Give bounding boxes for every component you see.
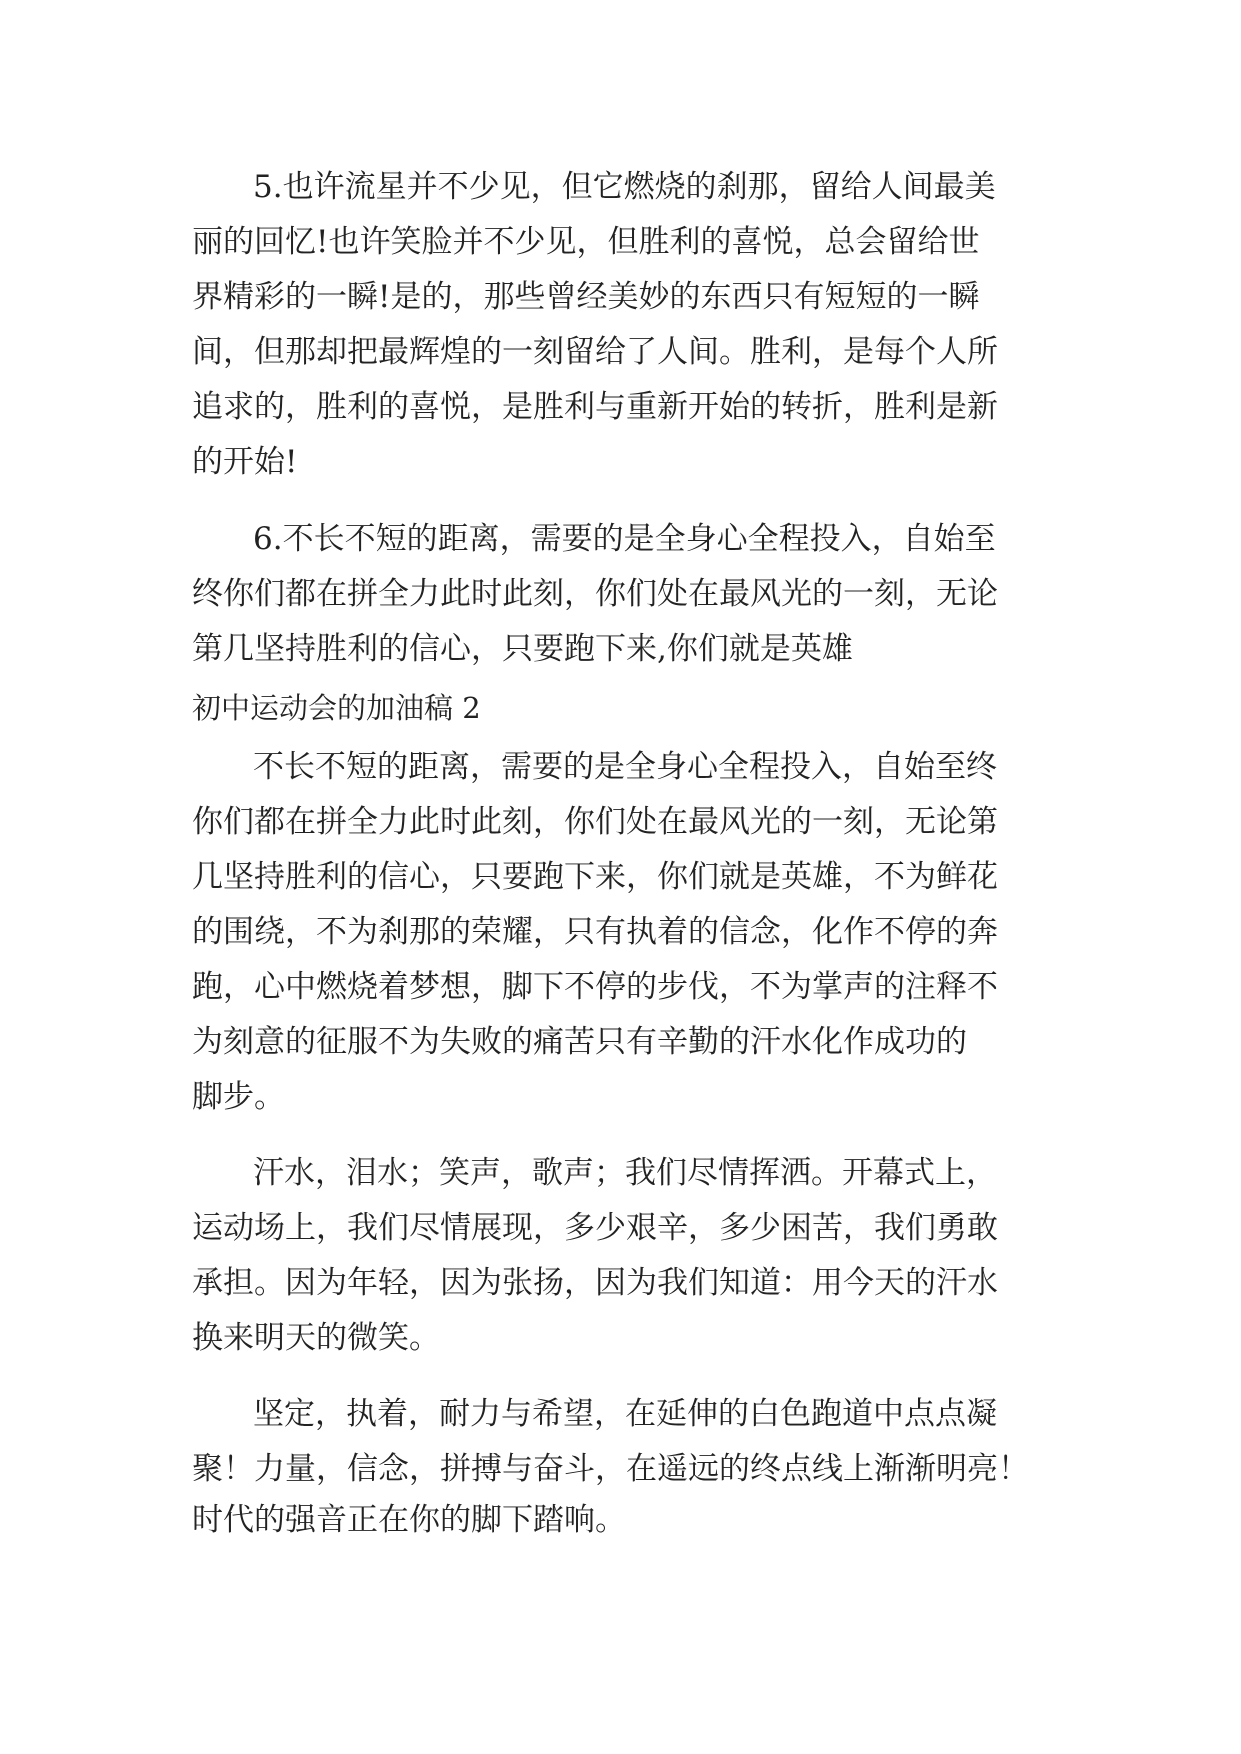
text-line: 汗水，泪水；笑声，歌声；我们尽情挥洒。开幕式上， — [253, 1155, 997, 1191]
text-line: 追求的，胜利的喜悦，是胜利与重新开始的转折，胜利是新 — [192, 389, 998, 425]
text-line: 时代的强音正在你的脚下踏响。 — [192, 1502, 626, 1538]
text-line: 换来明天的微笑。 — [192, 1320, 440, 1356]
text-line: 坚定，执着，耐力与希望，在延伸的白色跑道中点点凝 — [253, 1396, 997, 1432]
text-line: 的开始! — [192, 444, 298, 480]
text-line: 你们都在拼全力此时此刻，你们处在最风光的一刻，无论第 — [192, 804, 998, 840]
text-line: 6.不长不短的距离，需要的是全身心全程投入，自始至 — [253, 521, 996, 557]
section-heading: 初中运动会的加油稿 2 — [192, 691, 481, 725]
text-line: 几坚持胜利的信心，只要跑下来，你们就是英雄，不为鲜花 — [192, 859, 998, 895]
text-line: 间，但那却把最辉煌的一刻留给了人间。胜利，是每个人所 — [192, 334, 998, 370]
text-line: 运动场上，我们尽情展现，多少艰辛，多少困苦，我们勇敢 — [192, 1210, 998, 1246]
text-line: 承担。因为年轻，因为张扬，因为我们知道：用今天的汗水 — [192, 1265, 998, 1301]
text-line: 第几坚持胜利的信心，只要跑下来,你们就是英雄 — [192, 631, 853, 667]
text-line: 丽的回忆!也许笑脸并不少见，但胜利的喜悦，总会留给世 — [192, 224, 980, 260]
text-line: 的围绕，不为刹那的荣耀，只有执着的信念，化作不停的奔 — [192, 914, 998, 950]
text-line: 聚！力量，信念，拼搏与奋斗，在遥远的终点线上渐渐明亮！ — [192, 1451, 1029, 1487]
text-line: 不长不短的距离，需要的是全身心全程投入，自始至终 — [253, 749, 997, 785]
text-line: 脚步。 — [192, 1079, 285, 1115]
text-line: 终你们都在拼全力此时此刻，你们处在最风光的一刻，无论 — [192, 576, 998, 612]
text-line: 为刻意的征服不为失败的痛苦只有辛勤的汗水化作成功的 — [192, 1024, 967, 1060]
text-line: 跑，心中燃烧着梦想，脚下不停的步伐，不为掌声的注释不 — [192, 969, 998, 1005]
text-line: 界精彩的一瞬!是的，那些曾经美妙的东西只有短短的一瞬 — [192, 279, 980, 315]
text-line: 5.也许流星并不少见，但它燃烧的刹那，留给人间最美 — [253, 169, 996, 205]
